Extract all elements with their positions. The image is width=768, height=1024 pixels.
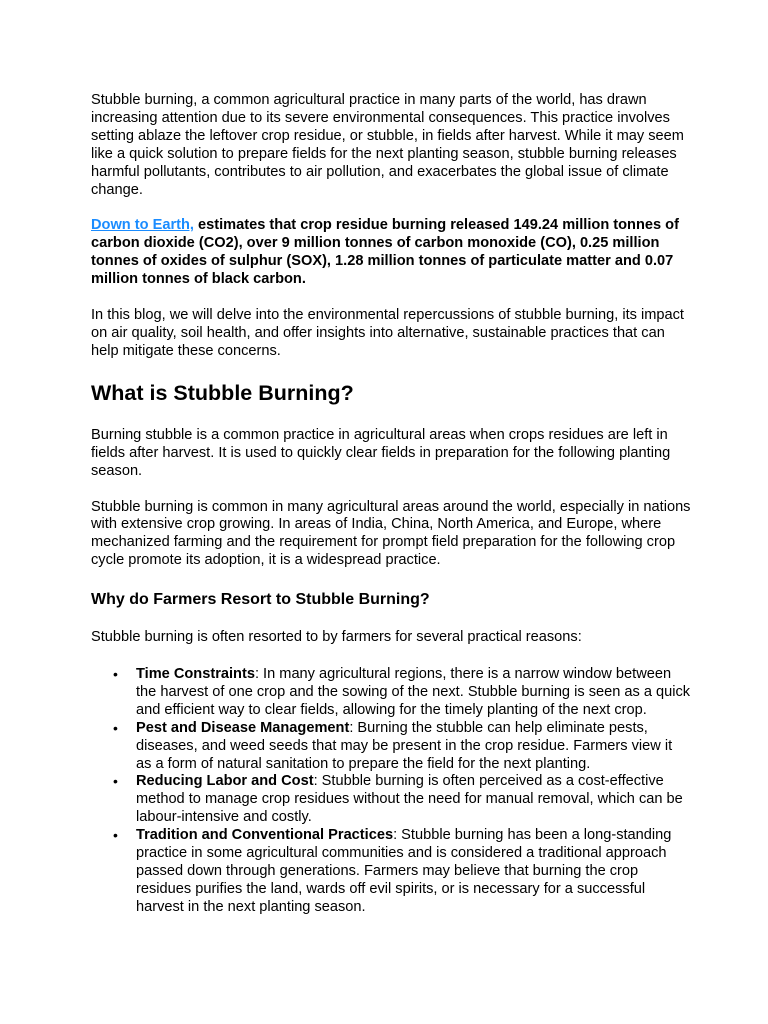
list-item	[91, 720, 691, 774]
list-item-title: Reducing Labor and Cost	[136, 773, 314, 790]
down-to-earth-link[interactable]: Down to Earth,	[91, 217, 194, 234]
statistics-text: estimates that crop residue burning released 149.24 million tonnes of carbon dioxide (CO2), over 9 million tonnes of carbon monoxide (CO), 0.25 million tonnes of oxides of sulphur (SOX), 1.28 million tonnes of particulate matter and 0.07 million tonnes of black carbon.	[91, 217, 679, 288]
list-item	[91, 827, 691, 917]
list-item-text: : In many agricultural regions, there is a narrow window between the harvest of one crop and the sowing of the next. Stubble burning is seen as a quick and efficient way to clear fields, allowing for the timely planting of the next crop.	[136, 666, 691, 718]
list-item-text: : Stubble burning has been a long-standing practice in some agricultural communities and is considered a traditional approach passed down through generations. Farmers may believe that burning the crop residues purifies the land, wards off evil spirits, or is necessary for a successful harvest in the next planting season.	[136, 827, 672, 915]
list-item-title: Pest and Disease Management	[136, 719, 350, 736]
what-paragraph-1: Burning stubble is a common practice in agricultural areas when crops residues are left in fields after harvest. It is used to quickly clear fields in preparation for the following planting season.	[91, 426, 671, 479]
bullet-icon: •	[113, 719, 118, 736]
list-item-text: : Burning the stubble can help eliminate pests, diseases, and weed seeds that may be present in the crop residue. Farmers view it as a form of natural sanitation to prepare the field for the next planting.	[136, 719, 673, 772]
what-paragraph-2: Stubble burning is common in many agricultural areas around the world, especially in nations with extensive crop growing. In areas of India, China, North America, and Europe, where mechanized farming and the requirement for prompt field preparation for the following crop cycle promote its adoption, it is a widespread practice.	[91, 498, 691, 569]
bullet-icon: •	[113, 773, 118, 790]
list-item	[91, 773, 691, 827]
list-item	[91, 666, 691, 720]
reasons-list	[91, 666, 691, 917]
why-heading: Why do Farmers Resort to Stubble Burning?	[91, 591, 430, 609]
list-item-title: Tradition and Conventional Practices	[136, 827, 394, 844]
list-item-text: : Stubble burning is often perceived as a cost-effective method to manage crop residues without the need for manual removal, which can be labour-intensive and costly.	[136, 773, 683, 826]
intro-paragraph: Stubble burning, a common agricultural practice in many parts of the world, has drawn increasing attention due to its severe environmental consequences. This practice involves setting ablaze the leftover crop residue, or stubble, in fields after harvest. While it may seem like a quick solution to prepare fields for the next planting season, stubble burning releases harmful pollutants, contributes to air pollution, and exacerbates the global issue of climate change.	[91, 92, 684, 198]
document-page	[91, 92, 691, 917]
what-is-heading: What is Stubble Burning?	[91, 380, 354, 405]
why-intro-paragraph: Stubble burning is often resorted to by farmers for several practical reasons:	[91, 629, 582, 646]
bullet-icon: •	[113, 827, 118, 844]
list-item-title: Time Constraints	[136, 666, 255, 683]
statistics-paragraph	[91, 217, 691, 289]
blog-intro-paragraph: In this blog, we will delve into the environmental repercussions of stubble burning, its impact on air quality, soil health, and offer insights into alternative, sustainable practices that can help mitigate these concerns.	[91, 307, 684, 359]
bullet-icon: •	[113, 666, 118, 683]
